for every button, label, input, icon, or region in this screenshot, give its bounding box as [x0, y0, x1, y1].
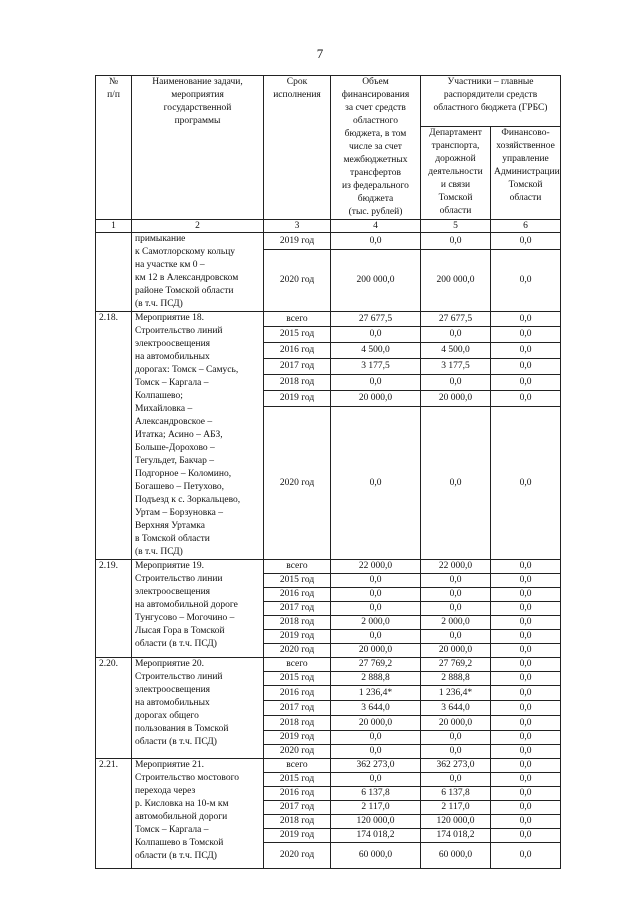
fin-cell: 0,0: [491, 716, 561, 731]
fin-cell: 0,0: [491, 574, 561, 588]
amount-cell: 0,0: [331, 773, 421, 787]
dept-cell: 20 000,0: [421, 716, 491, 731]
dept-cell: 0,0: [421, 630, 491, 644]
term-cell: 2017 год: [264, 359, 331, 375]
dept-cell: 2 000,0: [421, 616, 491, 630]
dept-cell: 22 000,0: [421, 560, 491, 574]
column-number: 1: [96, 220, 132, 233]
fin-cell: 0,0: [491, 343, 561, 359]
term-cell: 2016 год: [264, 588, 331, 602]
fin-cell: 0,0: [491, 375, 561, 391]
dept-cell: 362 273,0: [421, 759, 491, 773]
term-cell: 2018 год: [264, 616, 331, 630]
amount-cell: 0,0: [331, 574, 421, 588]
amount-cell: 2 117,0: [331, 801, 421, 815]
dept-cell: 0,0: [421, 602, 491, 616]
amount-cell: 0,0: [331, 588, 421, 602]
dept-cell: 200 000,0: [421, 250, 491, 312]
fin-cell: 0,0: [491, 759, 561, 773]
fin-cell: 0,0: [491, 658, 561, 672]
amount-cell: 20 000,0: [331, 644, 421, 658]
amount-cell: 0,0: [331, 731, 421, 745]
term-cell: 2015 год: [264, 672, 331, 686]
term-cell: 2020 год: [264, 250, 331, 312]
fin-cell: 0,0: [491, 327, 561, 343]
term-cell: 2016 год: [264, 787, 331, 801]
row-number: 2.21.: [96, 759, 132, 869]
fin-cell: 0,0: [491, 731, 561, 745]
dept-cell: 20 000,0: [421, 644, 491, 658]
amount-cell: 2 000,0: [331, 616, 421, 630]
fin-cell: 0,0: [491, 250, 561, 312]
header-col-fin: Финансово- хозяйственное управление Администрации Томской области: [491, 126, 561, 219]
dept-cell: 0,0: [421, 588, 491, 602]
column-number: 3: [264, 220, 331, 233]
fin-cell: 0,0: [491, 602, 561, 616]
term-cell: 2018 год: [264, 716, 331, 731]
amount-cell: 60 000,0: [331, 843, 421, 869]
column-number: 6: [491, 220, 561, 233]
amount-cell: 362 273,0: [331, 759, 421, 773]
header-col-term: Срок исполнения: [264, 76, 331, 220]
term-cell: 2015 год: [264, 327, 331, 343]
amount-cell: 200 000,0: [331, 250, 421, 312]
term-cell: 2017 год: [264, 801, 331, 815]
term-cell: 2019 год: [264, 731, 331, 745]
term-cell: 2015 год: [264, 574, 331, 588]
term-cell: 2020 год: [264, 407, 331, 560]
amount-cell: 0,0: [331, 375, 421, 391]
amount-cell: 4 500,0: [331, 343, 421, 359]
fin-cell: 0,0: [491, 829, 561, 843]
column-number: 4: [331, 220, 421, 233]
term-cell: 2018 год: [264, 375, 331, 391]
column-number: 2: [132, 220, 264, 233]
amount-cell: 0,0: [331, 327, 421, 343]
dept-cell: 0,0: [421, 745, 491, 759]
header-col-participants: Участники – главные распорядители средств областного бюджета (ГРБС): [421, 76, 561, 127]
page-number: 7: [316, 46, 324, 61]
row-number: 2.20.: [96, 658, 132, 759]
term-cell: 2016 год: [264, 686, 331, 701]
dept-cell: 120 000,0: [421, 815, 491, 829]
fin-cell: 0,0: [491, 407, 561, 560]
amount-cell: 0,0: [331, 407, 421, 560]
term-cell: 2020 год: [264, 644, 331, 658]
term-cell: всего: [264, 658, 331, 672]
budget-table: [95, 75, 561, 869]
row-number: [96, 233, 132, 312]
amount-cell: 0,0: [331, 630, 421, 644]
amount-cell: 120 000,0: [331, 815, 421, 829]
column-number: 5: [421, 220, 491, 233]
fin-cell: 0,0: [491, 745, 561, 759]
column-number-row: [96, 220, 561, 233]
fin-cell: 0,0: [491, 815, 561, 829]
dept-cell: 2 117,0: [421, 801, 491, 815]
dept-cell: 0,0: [421, 773, 491, 787]
dept-cell: 1 236,4*: [421, 686, 491, 701]
term-cell: 2016 год: [264, 343, 331, 359]
fin-cell: 0,0: [491, 233, 561, 250]
dept-cell: 174 018,2: [421, 829, 491, 843]
amount-cell: 3 644,0: [331, 701, 421, 716]
fin-cell: 0,0: [491, 644, 561, 658]
amount-cell: 27 677,5: [331, 312, 421, 327]
amount-cell: 3 177,5: [331, 359, 421, 375]
row-number: 2.18.: [96, 312, 132, 560]
amount-cell: 0,0: [331, 745, 421, 759]
measure-name: Мероприятие 18. Строительство линий электроосвещения на автомобильных дорогах: Томск – Самусь, Томск – Каргала – Колпашево; Михайловка – Александровское – Итатка; Асино – АБЗ, Больше-Дорохово – Тегульдет, Бакчар – Подгорное – Коломино, Богашево – Петухово, Подъезд к с. Зоркальцево, Уртам – Борзуновка – Верхняя Уртамка в Томской области (в т.ч. ПСД): [132, 312, 264, 560]
fin-cell: 0,0: [491, 843, 561, 869]
dept-cell: 0,0: [421, 327, 491, 343]
fin-cell: 0,0: [491, 359, 561, 375]
term-cell: 2019 год: [264, 233, 331, 250]
term-cell: 2019 год: [264, 630, 331, 644]
term-cell: всего: [264, 560, 331, 574]
measure-name: Мероприятие 19. Строительство линии электроосвещения на автомобильной дороге Тунгусово – Могочино – Лысая Гора в Томской области (в т.ч. ПСД): [132, 560, 264, 658]
dept-cell: 3 644,0: [421, 701, 491, 716]
amount-cell: 1 236,4*: [331, 686, 421, 701]
measure-name: примыкание к Самотлорскому кольцу на участке км 0 – км 12 в Александровском районе Томской области (в т.ч. ПСД): [132, 233, 264, 312]
fin-cell: 0,0: [491, 787, 561, 801]
term-cell: 2020 год: [264, 745, 331, 759]
amount-cell: 27 769,2: [331, 658, 421, 672]
term-cell: 2018 год: [264, 815, 331, 829]
table-row: [96, 233, 561, 250]
amount-cell: 6 137,8: [331, 787, 421, 801]
fin-cell: 0,0: [491, 391, 561, 407]
term-cell: 2017 год: [264, 602, 331, 616]
fin-cell: 0,0: [491, 686, 561, 701]
dept-cell: 60 000,0: [421, 843, 491, 869]
fin-cell: 0,0: [491, 588, 561, 602]
header-col-name: Наименование задачи, мероприятия государственной программы: [132, 76, 264, 220]
table-row: [96, 658, 561, 672]
fin-cell: 0,0: [491, 801, 561, 815]
measure-name: Мероприятие 20. Строительство линий электроосвещения на автомобильных дорогах общего пользования в Томской области (в т.ч. ПСД): [132, 658, 264, 759]
fin-cell: 0,0: [491, 672, 561, 686]
dept-cell: 27 769,2: [421, 658, 491, 672]
dept-cell: 0,0: [421, 407, 491, 560]
header-col-no: № п/п: [96, 76, 132, 220]
dept-cell: 0,0: [421, 574, 491, 588]
fin-cell: 0,0: [491, 560, 561, 574]
term-cell: 2015 год: [264, 773, 331, 787]
term-cell: 2017 год: [264, 701, 331, 716]
amount-cell: 0,0: [331, 602, 421, 616]
term-cell: всего: [264, 312, 331, 327]
dept-cell: 0,0: [421, 375, 491, 391]
term-cell: всего: [264, 759, 331, 773]
term-cell: 2019 год: [264, 391, 331, 407]
dept-cell: 4 500,0: [421, 343, 491, 359]
amount-cell: 174 018,2: [331, 829, 421, 843]
header-col-amount: Объем финансирования за счет средств областного бюджета, в том числе за счет межбюджетных трансфертов из федерального бюджета (тыс. рублей): [331, 76, 421, 220]
fin-cell: 0,0: [491, 312, 561, 327]
amount-cell: 2 888,8: [331, 672, 421, 686]
row-number: 2.19.: [96, 560, 132, 658]
fin-cell: 0,0: [491, 630, 561, 644]
amount-cell: 0,0: [331, 233, 421, 250]
fin-cell: 0,0: [491, 701, 561, 716]
fin-cell: 0,0: [491, 616, 561, 630]
measure-name: Мероприятие 21. Строительство мостового перехода через р. Кисловка на 10-м км автомобильной дороги Томск – Каргала – Колпашево в Томской области (в т.ч. ПСД): [132, 759, 264, 869]
fin-cell: 0,0: [491, 773, 561, 787]
dept-cell: 3 177,5: [421, 359, 491, 375]
dept-cell: 0,0: [421, 233, 491, 250]
dept-cell: 20 000,0: [421, 391, 491, 407]
term-cell: 2019 год: [264, 829, 331, 843]
amount-cell: 20 000,0: [331, 716, 421, 731]
amount-cell: 22 000,0: [331, 560, 421, 574]
header-row-top: [96, 76, 561, 127]
term-cell: 2020 год: [264, 843, 331, 869]
table-row: [96, 759, 561, 773]
header-col-dept: Департамент транспорта, дорожной деятельности и связи Томской области: [421, 126, 491, 219]
table-row: [96, 312, 561, 327]
table-row: [96, 560, 561, 574]
amount-cell: 20 000,0: [331, 391, 421, 407]
dept-cell: 27 677,5: [421, 312, 491, 327]
dept-cell: 2 888,8: [421, 672, 491, 686]
dept-cell: 6 137,8: [421, 787, 491, 801]
dept-cell: 0,0: [421, 731, 491, 745]
